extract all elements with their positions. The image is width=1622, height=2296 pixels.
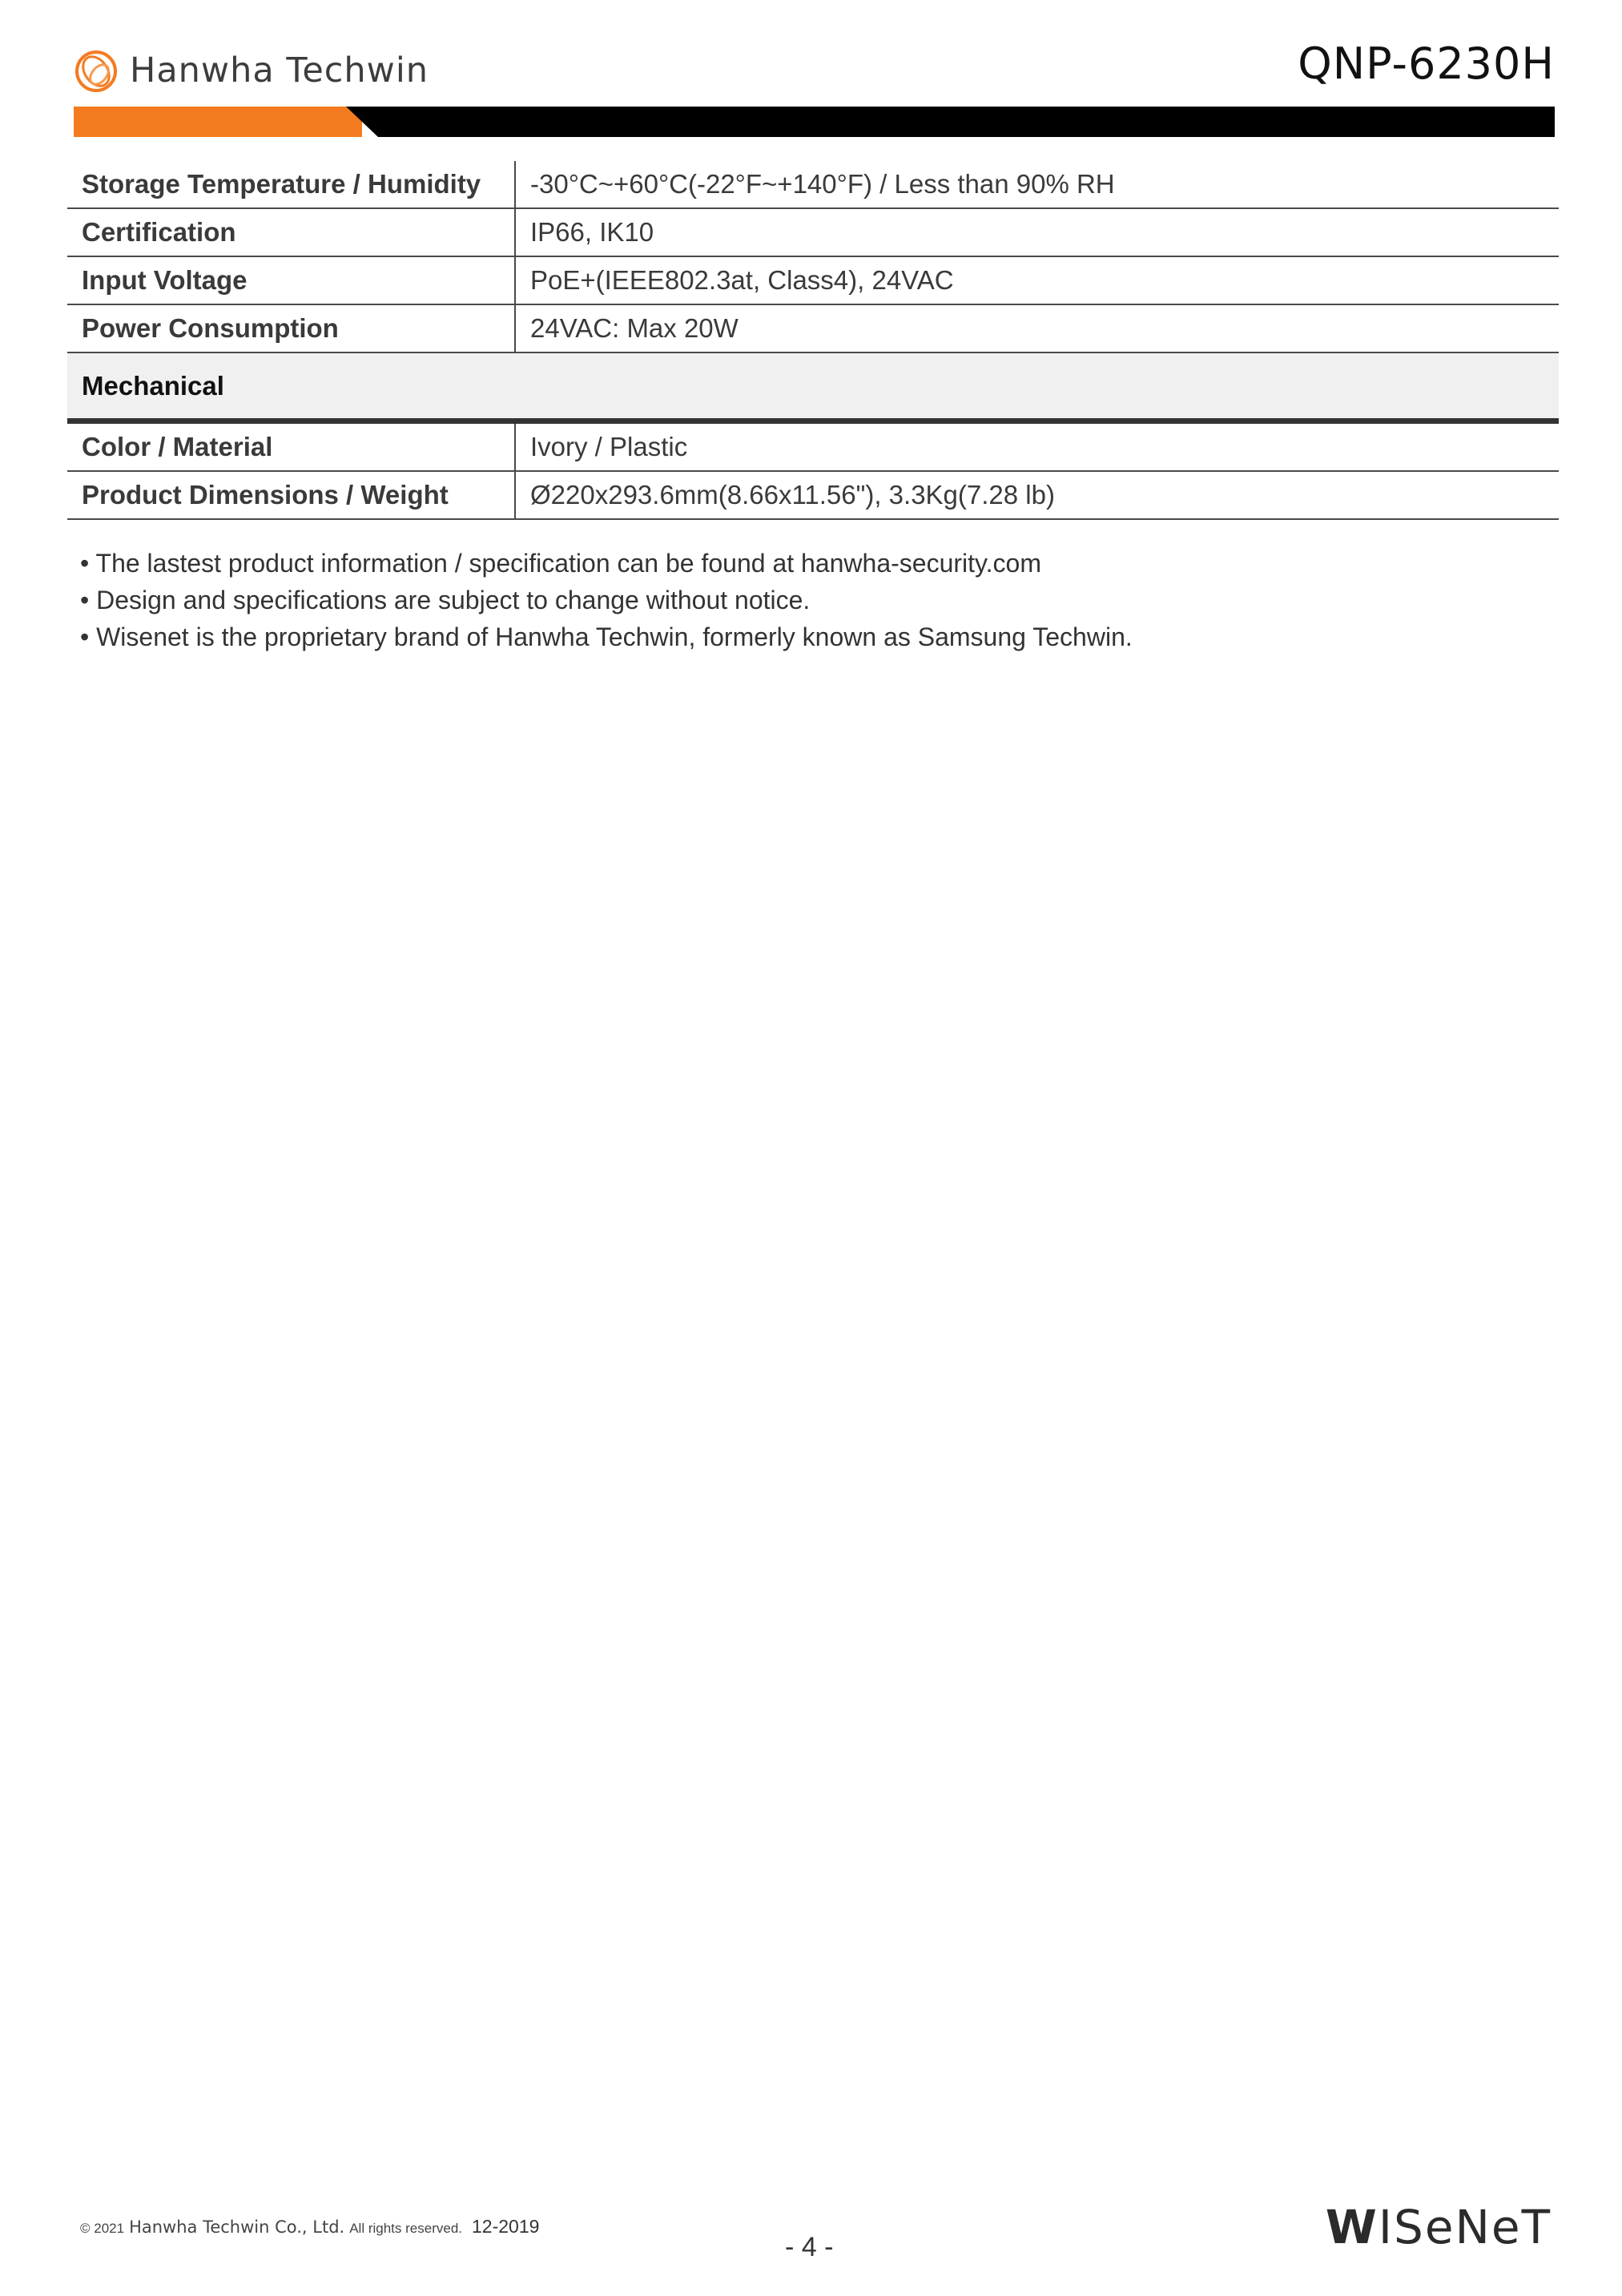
model-number: QNP-6230H xyxy=(1298,38,1555,89)
spec-row xyxy=(67,472,1559,520)
spec-row xyxy=(67,161,1559,209)
spec-value: Ivory / Plastic xyxy=(530,432,688,461)
wisenet-logo-w: W xyxy=(1325,2200,1378,2254)
spec-value: -30°C~+60°C(-22°F~+140°F) / Less than 90% RH xyxy=(530,169,1115,199)
spec-label: Power Consumption xyxy=(67,305,516,352)
document-date: 12-2019 xyxy=(472,2216,540,2237)
copyright xyxy=(80,2216,539,2238)
spec-label: Storage Temperature / Humidity xyxy=(67,161,516,207)
copyright-brand: Hanwha Techwin Co., Ltd. xyxy=(129,2217,345,2237)
footnote: • The lastest product information / specification can be found at hanwha-security.com xyxy=(80,549,1041,578)
spec-label: Product Dimensions / Weight xyxy=(67,472,516,518)
hanwha-swirl-icon xyxy=(72,44,125,97)
brand-name: Hanwha Techwin xyxy=(130,50,429,91)
copyright-prefix: © 2021 xyxy=(80,2221,125,2236)
footnote: • Design and specifications are subject to change without notice. xyxy=(80,586,811,614)
spec-label: Color / Material xyxy=(67,424,516,470)
page-number: - 4 - xyxy=(785,2232,834,2262)
spec-value: Ø220x293.6mm(8.66x11.56"), 3.3Kg(7.28 lb) xyxy=(530,480,1055,510)
spec-row xyxy=(67,305,1559,353)
spec-value: 24VAC: Max 20W xyxy=(530,313,739,343)
spec-table xyxy=(67,161,1559,520)
header-accent-bar xyxy=(74,107,362,137)
section-header-mechanical: Mechanical xyxy=(67,353,1559,424)
spec-value: PoE+(IEEE802.3at, Class4), 24VAC xyxy=(530,265,954,295)
footnotes xyxy=(80,545,1133,655)
spec-row xyxy=(67,424,1559,472)
wisenet-logo-rest: ISeNeT xyxy=(1378,2200,1552,2254)
spec-row xyxy=(67,257,1559,305)
company-logo xyxy=(72,42,429,99)
copyright-suffix: All rights reserved. xyxy=(349,2221,462,2236)
spec-value: IP66, IK10 xyxy=(530,217,654,247)
wisenet-logo xyxy=(1326,2200,1552,2254)
spec-label: Input Voltage xyxy=(67,257,516,304)
spec-row xyxy=(67,209,1559,257)
spec-label: Certification xyxy=(67,209,516,256)
header-black-bar xyxy=(322,107,1555,137)
footnote: • Wisenet is the proprietary brand of Hanwha Techwin, formerly known as Samsung Techwin. xyxy=(80,622,1133,651)
